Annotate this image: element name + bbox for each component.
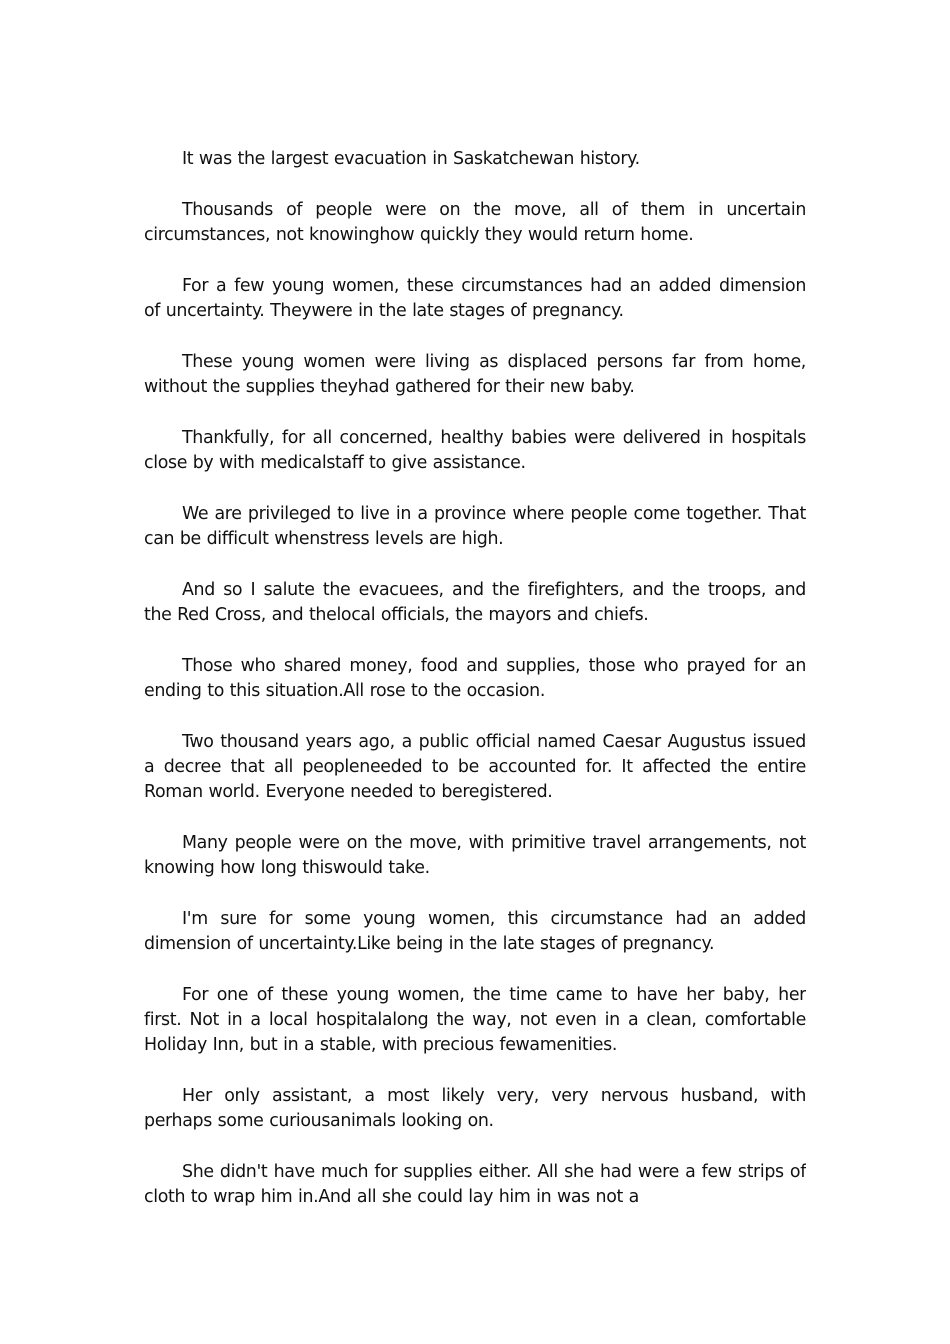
paragraph: For one of these young women, the time came to have her baby, her first. Not in a local hospitalalong the way, not even in a clean, comfortable Holiday Inn, but in a stable, with precious fewamenities. bbox=[144, 985, 806, 1055]
document-page bbox=[144, 147, 806, 1217]
paragraph: Thankfully, for all concerned, healthy babies were delivered in hospitals close by with medicalstaff to give assistance. bbox=[144, 428, 806, 473]
paragraph: For a few young women, these circumstances had an added dimension of uncertainty. Theywere in the late stages of pregnancy. bbox=[144, 276, 806, 321]
paragraph: These young women were living as displaced persons far from home, without the supplies theyhad gathered for their new baby. bbox=[144, 352, 806, 397]
paragraph: Her only assistant, a most likely very, very nervous husband, with perhaps some curiousanimals looking on. bbox=[144, 1086, 806, 1131]
paragraph: And so I salute the evacuees, and the firefighters, and the troops, and the Red Cross, and thelocal officials, the mayors and chiefs. bbox=[144, 580, 806, 625]
paragraph: We are privileged to live in a province where people come together. That can be difficult whenstress levels are high. bbox=[144, 504, 806, 549]
paragraph: It was the largest evacuation in Saskatchewan history. bbox=[182, 149, 640, 169]
paragraph: Those who shared money, food and supplies, those who prayed for an ending to this situation.All rose to the occasion. bbox=[144, 656, 806, 701]
paragraph: I'm sure for some young women, this circumstance had an added dimension of uncertainty.Like being in the late stages of pregnancy. bbox=[144, 909, 806, 954]
paragraph: She didn't have much for supplies either. All she had were a few strips of cloth to wrap him in.And all she could lay him in was not a bbox=[144, 1162, 806, 1207]
paragraph: Two thousand years ago, a public official named Caesar Augustus issued a decree that all peopleneeded to be accounted for. It affected the entire Roman world. Everyone needed to beregistered. bbox=[144, 732, 806, 802]
paragraph: Thousands of people were on the move, all of them in uncertain circumstances, not knowinghow quickly they would return home. bbox=[144, 200, 806, 245]
paragraph: Many people were on the move, with primitive travel arrangements, not knowing how long thiswould take. bbox=[144, 833, 806, 878]
